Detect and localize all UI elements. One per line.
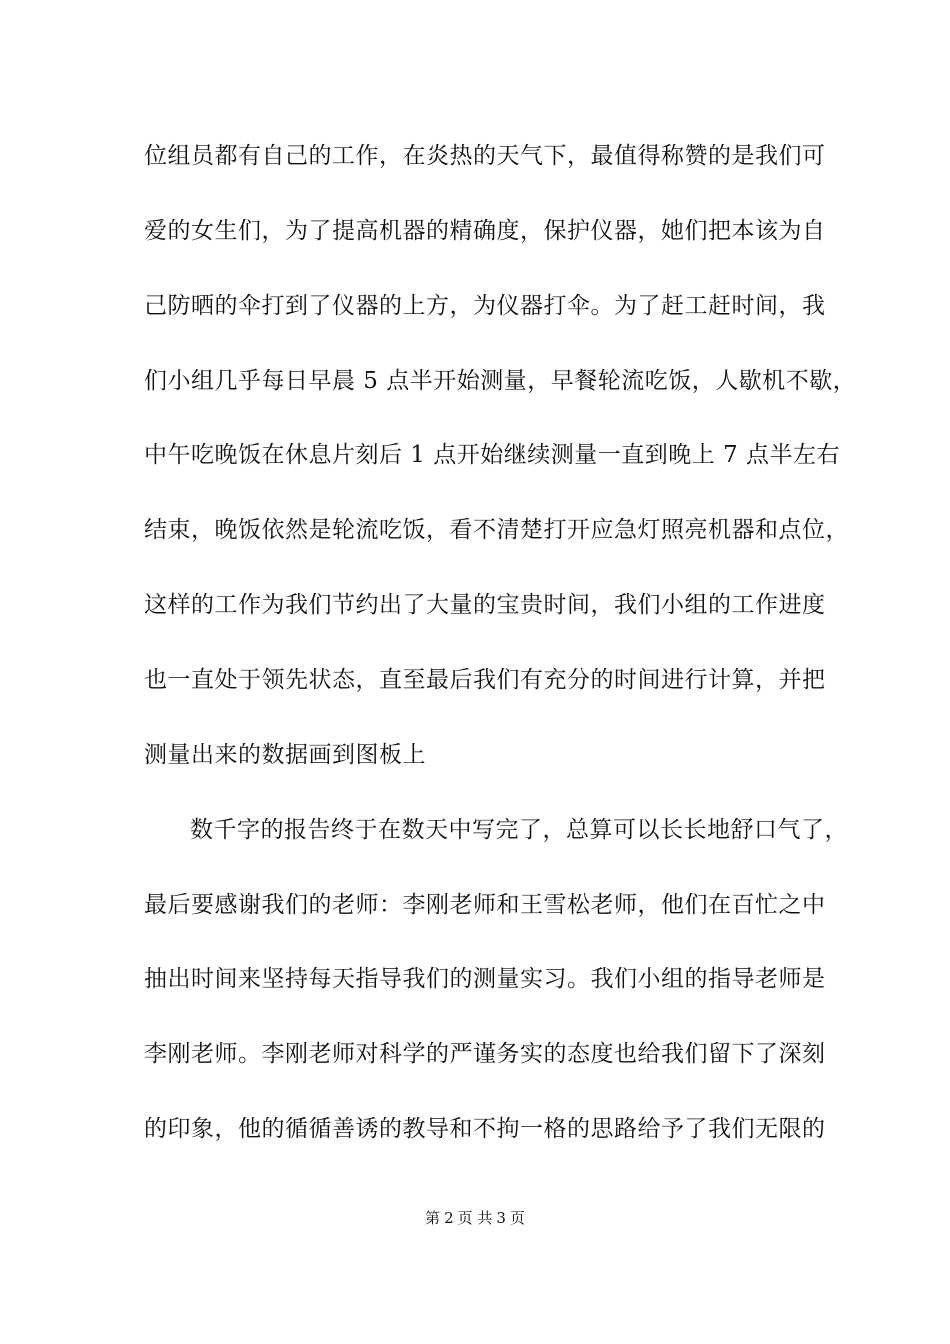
text-line: 爱的女生们，为了提高机器的精确度，保护仪器，她们把本该为自	[144, 218, 826, 244]
text-line: 位组员都有自己的工作，在炎热的天气下，最值得称赞的是我们可	[144, 143, 826, 169]
footer-suffix: 页	[509, 1209, 525, 1227]
text-line: 李刚老师。李刚老师对科学的严谨务实的态度也给我们留下了深刻	[144, 1041, 826, 1067]
text-line: 测量出来的数据画到图板上	[144, 742, 426, 768]
footer-prefix: 第	[425, 1209, 441, 1227]
text-line: 己防晒的伞打到了仪器的上方，为仪器打伞。为了赶工赶时间，我	[144, 293, 826, 319]
current-page-number: 2	[444, 1209, 454, 1227]
text-line: 结束，晚饭依然是轮流吃饭，看不清楚打开应急灯照亮机器和点位，	[144, 517, 849, 543]
text-line: 也一直处于领先状态，直至最后我们有充分的时间进行计算，并把	[144, 667, 826, 693]
text-line: 的印象，他的循循善诱的教导和不拘一格的思路给予了我们无限的	[144, 1116, 826, 1142]
text-line: 抽出时间来坚持每天指导我们的测量实习。我们小组的指导老师是	[144, 966, 826, 992]
text-line: 数千字的报告终于在数天中写完了，总算可以长长地舒口气了，	[190, 817, 848, 843]
text-line: 最后要感谢我们的老师：李刚老师和王雪松老师，他们在百忙之中	[144, 892, 826, 918]
text-line: 这样的工作为我们节约出了大量的宝贵时间，我们小组的工作进度	[144, 592, 826, 618]
page-footer	[0, 1208, 950, 1228]
text-line: 们小组几乎每日早晨 5 点半开始测量，早餐轮流吃饭，人歇机不歇，	[144, 368, 857, 394]
text-line: 中午吃晚饭在休息片刻后 1 点开始继续测量一直到晚上 7 点半左右	[144, 442, 841, 468]
footer-middle: 页 共	[457, 1209, 493, 1227]
total-page-count: 3	[496, 1209, 506, 1227]
